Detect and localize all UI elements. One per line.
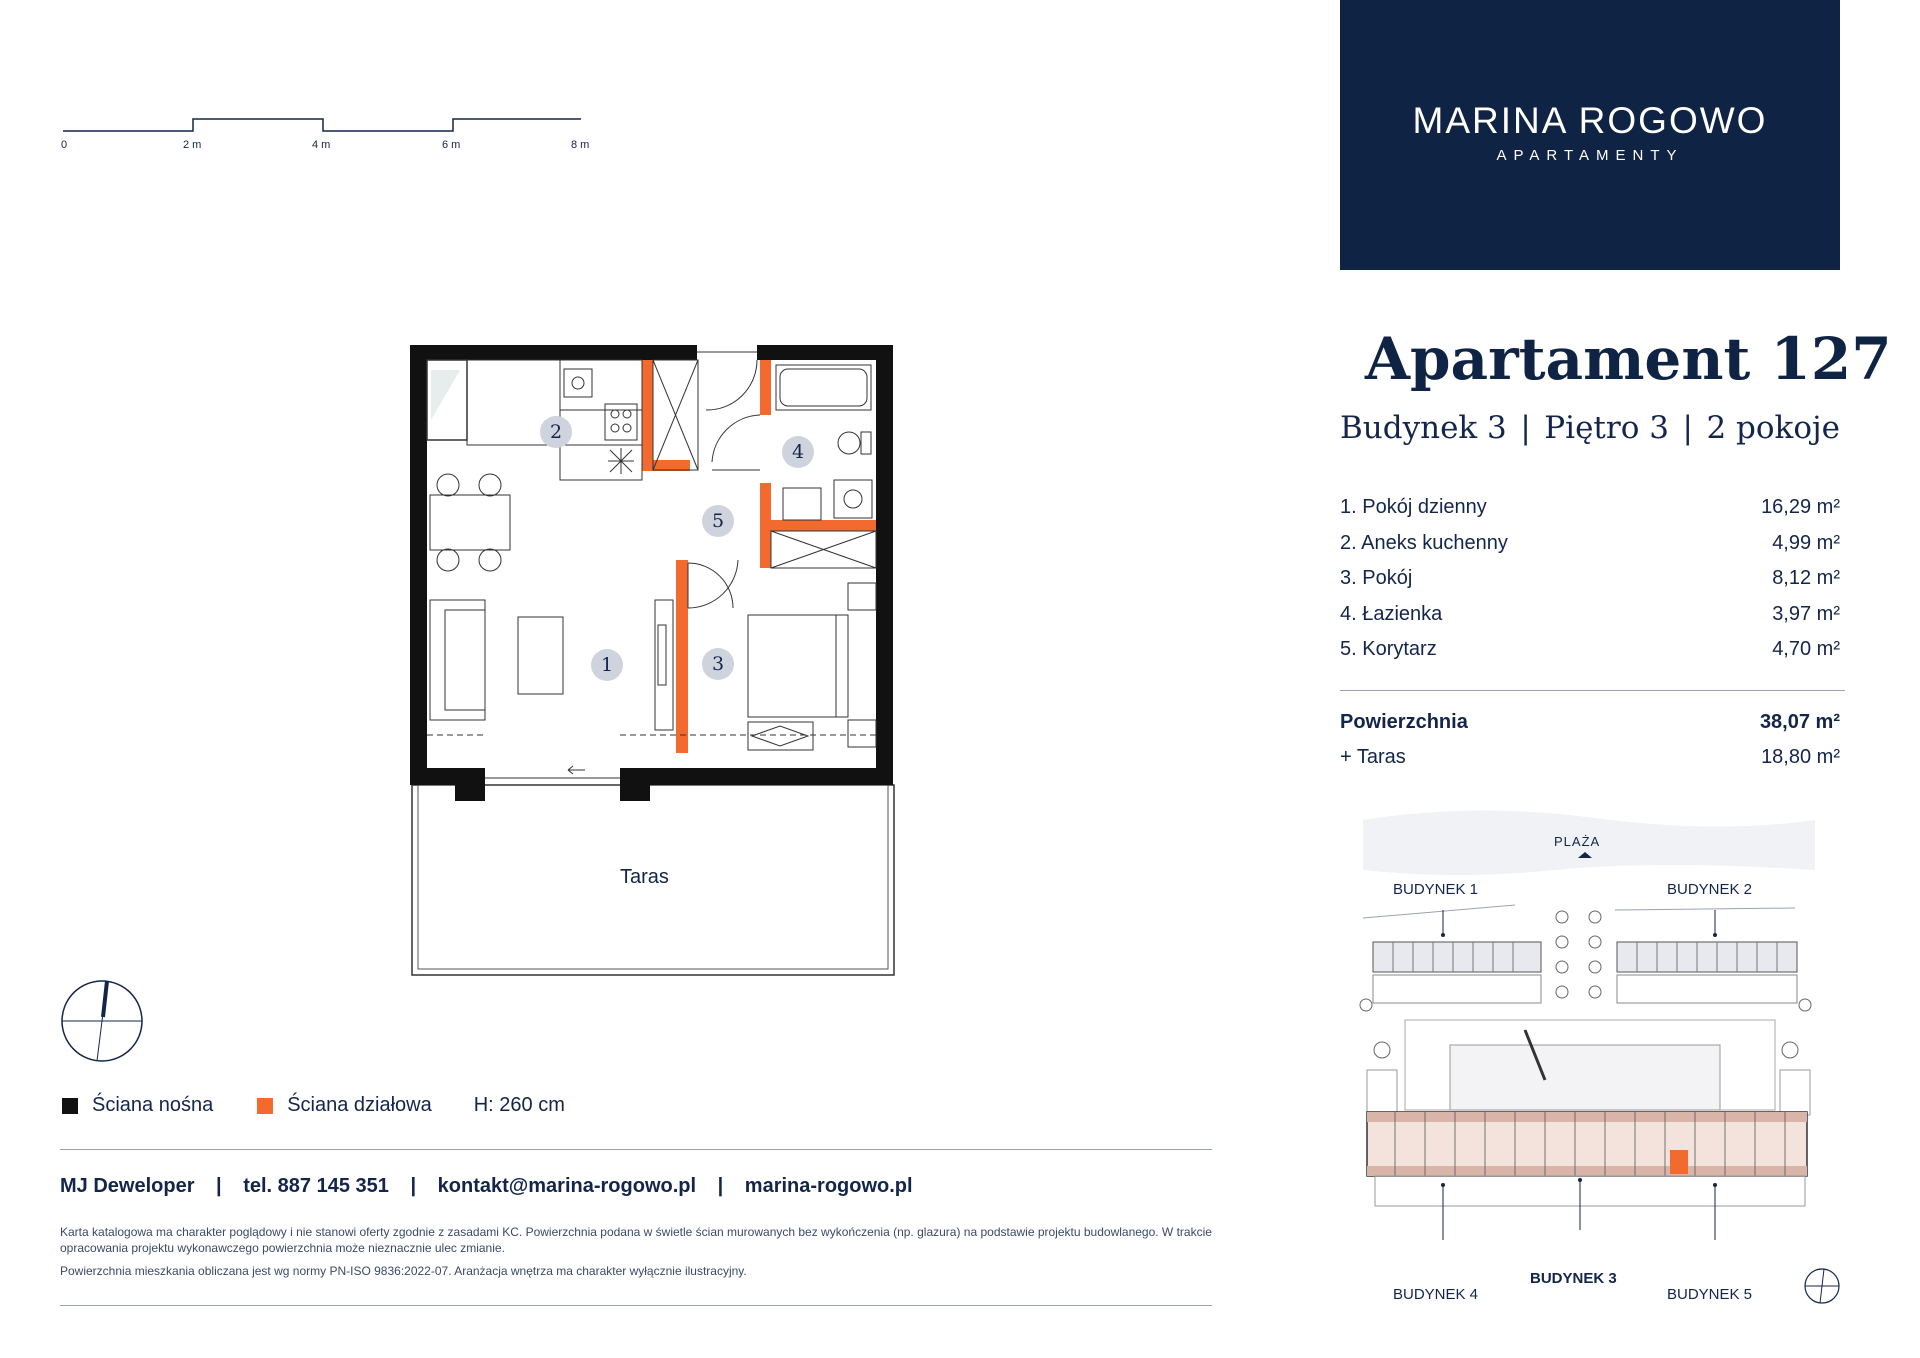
brand-logo — [1340, 0, 1840, 270]
rooms-count-label: 2 pokoje — [1706, 410, 1840, 446]
compass-icon — [1802, 1266, 1842, 1306]
room-row — [1340, 496, 1840, 532]
room-number-5: 5 — [712, 510, 725, 532]
room-name: 5. Korytarz — [1340, 638, 1437, 660]
room-row — [1340, 638, 1840, 674]
footer-contacts — [60, 1175, 913, 1198]
building-2-label: BUDYNEK 2 — [1667, 881, 1753, 898]
room-name: 2. Aneks kuchenny — [1340, 531, 1508, 554]
room-number-2: 2 — [550, 421, 563, 443]
phone-link[interactable]: tel. 887 145 351 — [243, 1175, 389, 1197]
room-list — [1340, 496, 1840, 674]
building-1-label: BUDYNEK 1 — [1393, 881, 1479, 898]
separator: | — [1520, 410, 1531, 446]
room-name: 3. Pokój — [1340, 567, 1413, 589]
scale-label-2m: 2 m — [183, 139, 202, 151]
scale-bar — [55, 110, 595, 140]
disclaimer-1: Karta katalogowa ma charakter poglądowy i nie stanowi oferty zgodnie z zasadami KC. Powierzchnia podana w świetle ścian murowanych bez wykończenia (np. glazura) na podstawie projektu budowlanego. W trakcie opracowania projektu wykonawczego powierzchnia może nieznacznie ulec zmianie. — [60, 1225, 1212, 1255]
total-area-value: 38,07 m² — [1759, 711, 1840, 733]
scale-label-0: 0 — [61, 139, 68, 151]
separator: | — [410, 1175, 417, 1197]
room-name: 1. Pokój dzienny — [1340, 496, 1487, 518]
height-label: H: 260 cm — [473, 1094, 565, 1116]
room-area: 4,99 m² — [1772, 531, 1840, 554]
apartment-title: Apartament 127 — [1365, 325, 1892, 393]
separator: | — [717, 1175, 724, 1197]
room-name: 4. Łazienka — [1340, 602, 1443, 625]
scale-label-4m: 4 m — [312, 139, 331, 151]
room-area: 8,12 m² — [1772, 567, 1840, 589]
terrace-area-row — [1340, 746, 1840, 769]
scale-label-8m: 8 m — [571, 139, 590, 151]
legend — [62, 1094, 565, 1117]
apartment-subtitle — [1340, 410, 1840, 446]
partition-label: Ściana działowa — [287, 1094, 432, 1116]
beach-label: PLAŻA — [1554, 834, 1601, 849]
load-bearing-label: Ściana nośna — [92, 1094, 214, 1116]
compass-icon — [58, 977, 148, 1067]
building-5-label: BUDYNEK 5 — [1667, 1286, 1753, 1303]
floor-label: Piętro 3 — [1544, 410, 1669, 446]
separator: | — [216, 1175, 222, 1197]
developer-name: MJ Deweloper — [60, 1175, 195, 1197]
building-4-label: BUDYNEK 4 — [1393, 1286, 1479, 1303]
terrace-area-label: + Taras — [1340, 746, 1406, 768]
disclaimer-2: Powierzchnia mieszkania obliczana jest wg normy PN-ISO 9836:2022-07. Aranżacja wnętrza ma charakter wyłącznie ilustracyjny. — [60, 1264, 747, 1278]
room-row — [1340, 603, 1840, 639]
building-3-label: BUDYNEK 3 — [1530, 1270, 1617, 1287]
divider — [1340, 690, 1845, 691]
room-area: 4,70 m² — [1772, 638, 1840, 660]
room-area: 3,97 m² — [1772, 602, 1840, 625]
brand-subtitle: APARTAMENTY — [1496, 147, 1684, 164]
room-number-1: 1 — [601, 654, 614, 676]
divider — [60, 1305, 1212, 1306]
separator: | — [1682, 410, 1693, 446]
terrace-label: Taras — [620, 866, 669, 888]
brand-name: MARINA ROGOWO — [1412, 100, 1768, 141]
terrace-area-value: 18,80 m² — [1761, 746, 1840, 768]
room-area: 16,29 m² — [1761, 496, 1840, 518]
building-label: Budynek 3 — [1340, 410, 1507, 446]
divider — [60, 1149, 1212, 1150]
website-link[interactable]: marina-rogowo.pl — [744, 1175, 913, 1197]
load-bearing-swatch — [62, 1098, 78, 1114]
total-area-row — [1340, 711, 1840, 734]
room-number-4: 4 — [792, 441, 805, 463]
partition-swatch — [257, 1098, 273, 1114]
room-number-3: 3 — [712, 653, 725, 675]
total-area-label: Powierzchnia — [1340, 711, 1468, 733]
scale-label-6m: 6 m — [442, 139, 461, 151]
email-link[interactable]: kontakt@marina-rogowo.pl — [437, 1175, 697, 1197]
room-row — [1340, 567, 1840, 603]
room-row — [1340, 532, 1840, 568]
